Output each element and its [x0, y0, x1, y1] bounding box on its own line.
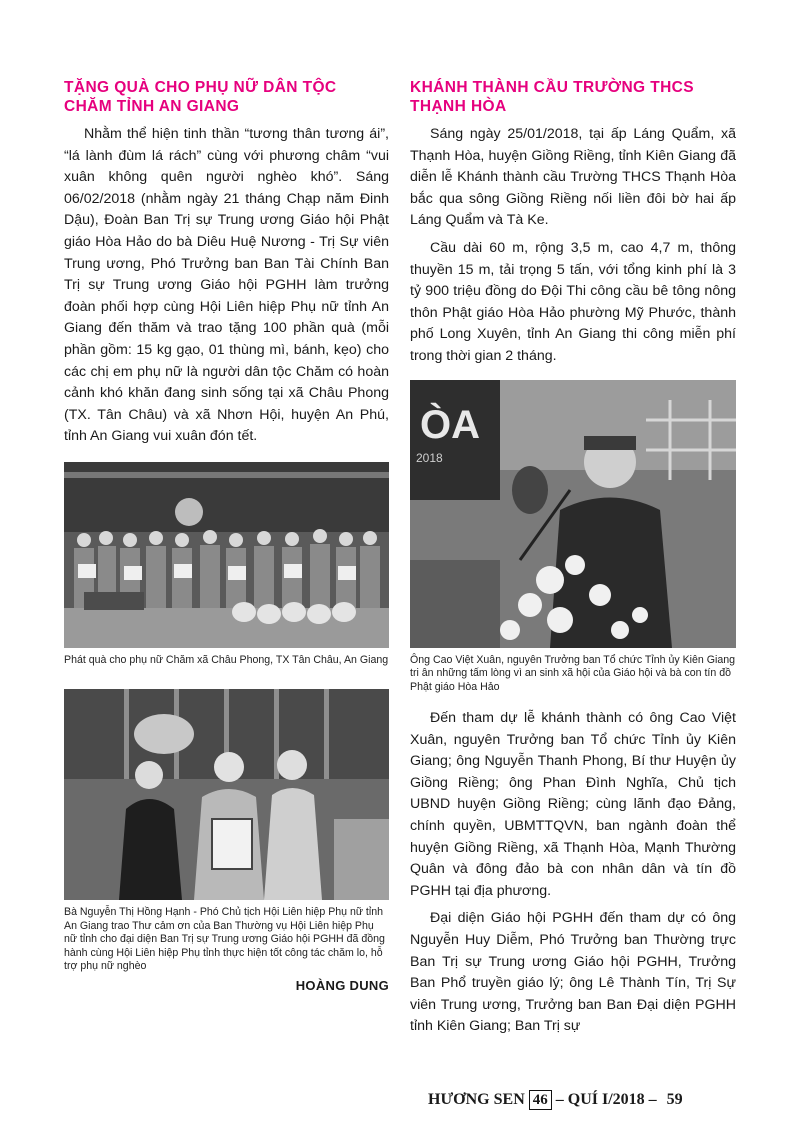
photo-gift-distribution-image: [64, 462, 389, 648]
page-number: 59: [666, 1091, 683, 1108]
photo-sign-year: 2018: [416, 450, 443, 465]
right-article-para-1: Sáng ngày 25/01/2018, tại ấp Láng Quẩm, xã Thạnh Hòa, huyện Giồng Riềng, tỉnh Kiên Giang đã diễn lễ Khánh thành cầu Trường THCS Thạnh Hòa bắc qua sông Giồng Riềng nối liền đôi bờ hai ấp Láng Quẩm và Tà Ke.: [410, 126, 736, 229]
photo-thank-you-letter-caption: Bà Nguyễn Thị Hồng Hạnh - Phó Chủ tịch Hội Liên hiệp Phụ nữ tỉnh An Giang trao Thư cảm ơn của Ban Thường vụ Hội Liên hiệp Phụ nữ tỉnh cho đại diện Ban Trị sự Trung ương Giáo hội PGHH đã đồng hành cùng Hội Liên hiệp Phụ tỉnh thực hiện tốt công tác chăm lo, hỗ trợ phụ nữ nghèo: [64, 906, 385, 973]
right-column: [410, 78, 736, 1044]
left-article-body: Nhằm thể hiện tinh thần “tương thân tương ái”, “lá lành đùm lá rách” cùng với phương châm “vui xuân không quên người nghèo khó”. Sáng 06/02/2018 (nhằm ngày 21 tháng Chạp năm Đinh Dậu), Đoàn Ban Trị sự Trung ương Giáo hội Phật giáo Hòa Hảo do bà Diêu Huệ Nương - Trị Sự viên Trung ương, Phó Trưởng ban Ban Tài Chính Ban Trị sự Trung ương Giáo hội PGHH làm trưởng đoàn phối hợp cùng Hội Liên hiệp Phụ nữ tỉnh An Giang đến thăm và trao tặng 100 phần quà (mỗi phần gồm: 15 kg gạo, 01 thùng mì, bánh, kẹo) cho các chị em phụ nữ là người dân tộc Chăm có hoàn cảnh khó khăn đang sinh sống tại xã Châu Phong (TX. Tân Châu) và xã Nhơn Hội, huyện An Phú, tỉnh An Giang vui xuân đón tết.: [64, 126, 389, 445]
page-footer: [428, 1090, 758, 1110]
issue-quarter: QUÍ I/2018: [567, 1091, 645, 1108]
left-column: [64, 78, 389, 993]
right-article-para-3: Đến tham dự lễ khánh thành có ông Cao Việt Xuân, nguyên Trưởng ban Tổ chức Tỉnh ủy Kiên Giang; ông Nguyễn Thanh Phong, Bí thư Huyện ủy Giồng Riềng; ông Phan Đình Nghĩa, Chủ tịch UBND huyện Giồng Riềng; cùng lãnh đạo Đảng, chính quyền, UBMTTQVN, ban ngành đoàn thể huyện Giồng Riềng, xã Thạnh Hòa, Mạnh Thường Quân và đông đảo bà con nhân dân và tín đồ PGHH tại địa phương.: [410, 710, 736, 899]
photo-gift-distribution: [64, 462, 389, 648]
footer-separator-2: –: [648, 1091, 657, 1108]
footer-separator-1: –: [555, 1091, 564, 1108]
photo-thank-you-letter: [64, 689, 389, 900]
right-article-para-2: Cầu dài 60 m, rộng 3,5 m, cao 4,7 m, thông thuyền 15 m, tải trọng 5 tấn, với tổng kinh phí là 3 tỷ 900 triệu đồng do Đội Thi công cầu bê tông nông thôn Phật giáo Hòa Hảo phường Mỹ Phước, thành phố Long Xuyên, tỉnh An Giang thi công miễn phí trong thời gian 2 tháng.: [410, 239, 736, 364]
author-byline: HOÀNG DUNG: [295, 977, 389, 993]
photo-sign-text: ÒA: [420, 402, 480, 447]
photo-ceremony-speaker: [410, 380, 736, 648]
right-article-para-4: Đại diện Giáo hội PGHH đến tham dự có ông Nguyễn Huy Diễm, Phó Trưởng ban Thường trực Ban Trị sự Trung ương Giáo hội PGHH, Trưởng Ban Phổ truyền giáo lý; ông Lê Thành Tín, Trị Sự viên Trung ương, Trưởng ban Ban Đại diện PGHH tỉnh Kiên Giang; Ban Trị sự: [410, 910, 736, 1035]
photo-ceremony-speaker-caption: Ông Cao Việt Xuân, nguyên Trưởng ban Tổ chức Tỉnh ủy Kiên Giang tri ân những tấm lòng vì an sinh xã hội của Giáo hội và bà con tín đồ Phật giáo Hòa Hảo: [410, 653, 736, 693]
left-article-title: TẶNG QUÀ CHO PHỤ NỮ DÂN TỘC CHĂM TỈNH AN GIANG: [64, 79, 337, 115]
photo-thank-you-letter-image: [64, 689, 389, 900]
photo-gift-distribution-caption: Phát quà cho phụ nữ Chăm xã Châu Phong, TX Tân Châu, An Giang: [64, 653, 389, 666]
photo-ceremony-speaker-image: [410, 380, 736, 648]
right-article-title: KHÁNH THÀNH CẦU TRƯỜNG THCS THẠNH HÒA: [410, 79, 695, 115]
magazine-name: HƯƠNG SEN: [428, 1091, 525, 1108]
issue-number: 46: [529, 1090, 552, 1110]
